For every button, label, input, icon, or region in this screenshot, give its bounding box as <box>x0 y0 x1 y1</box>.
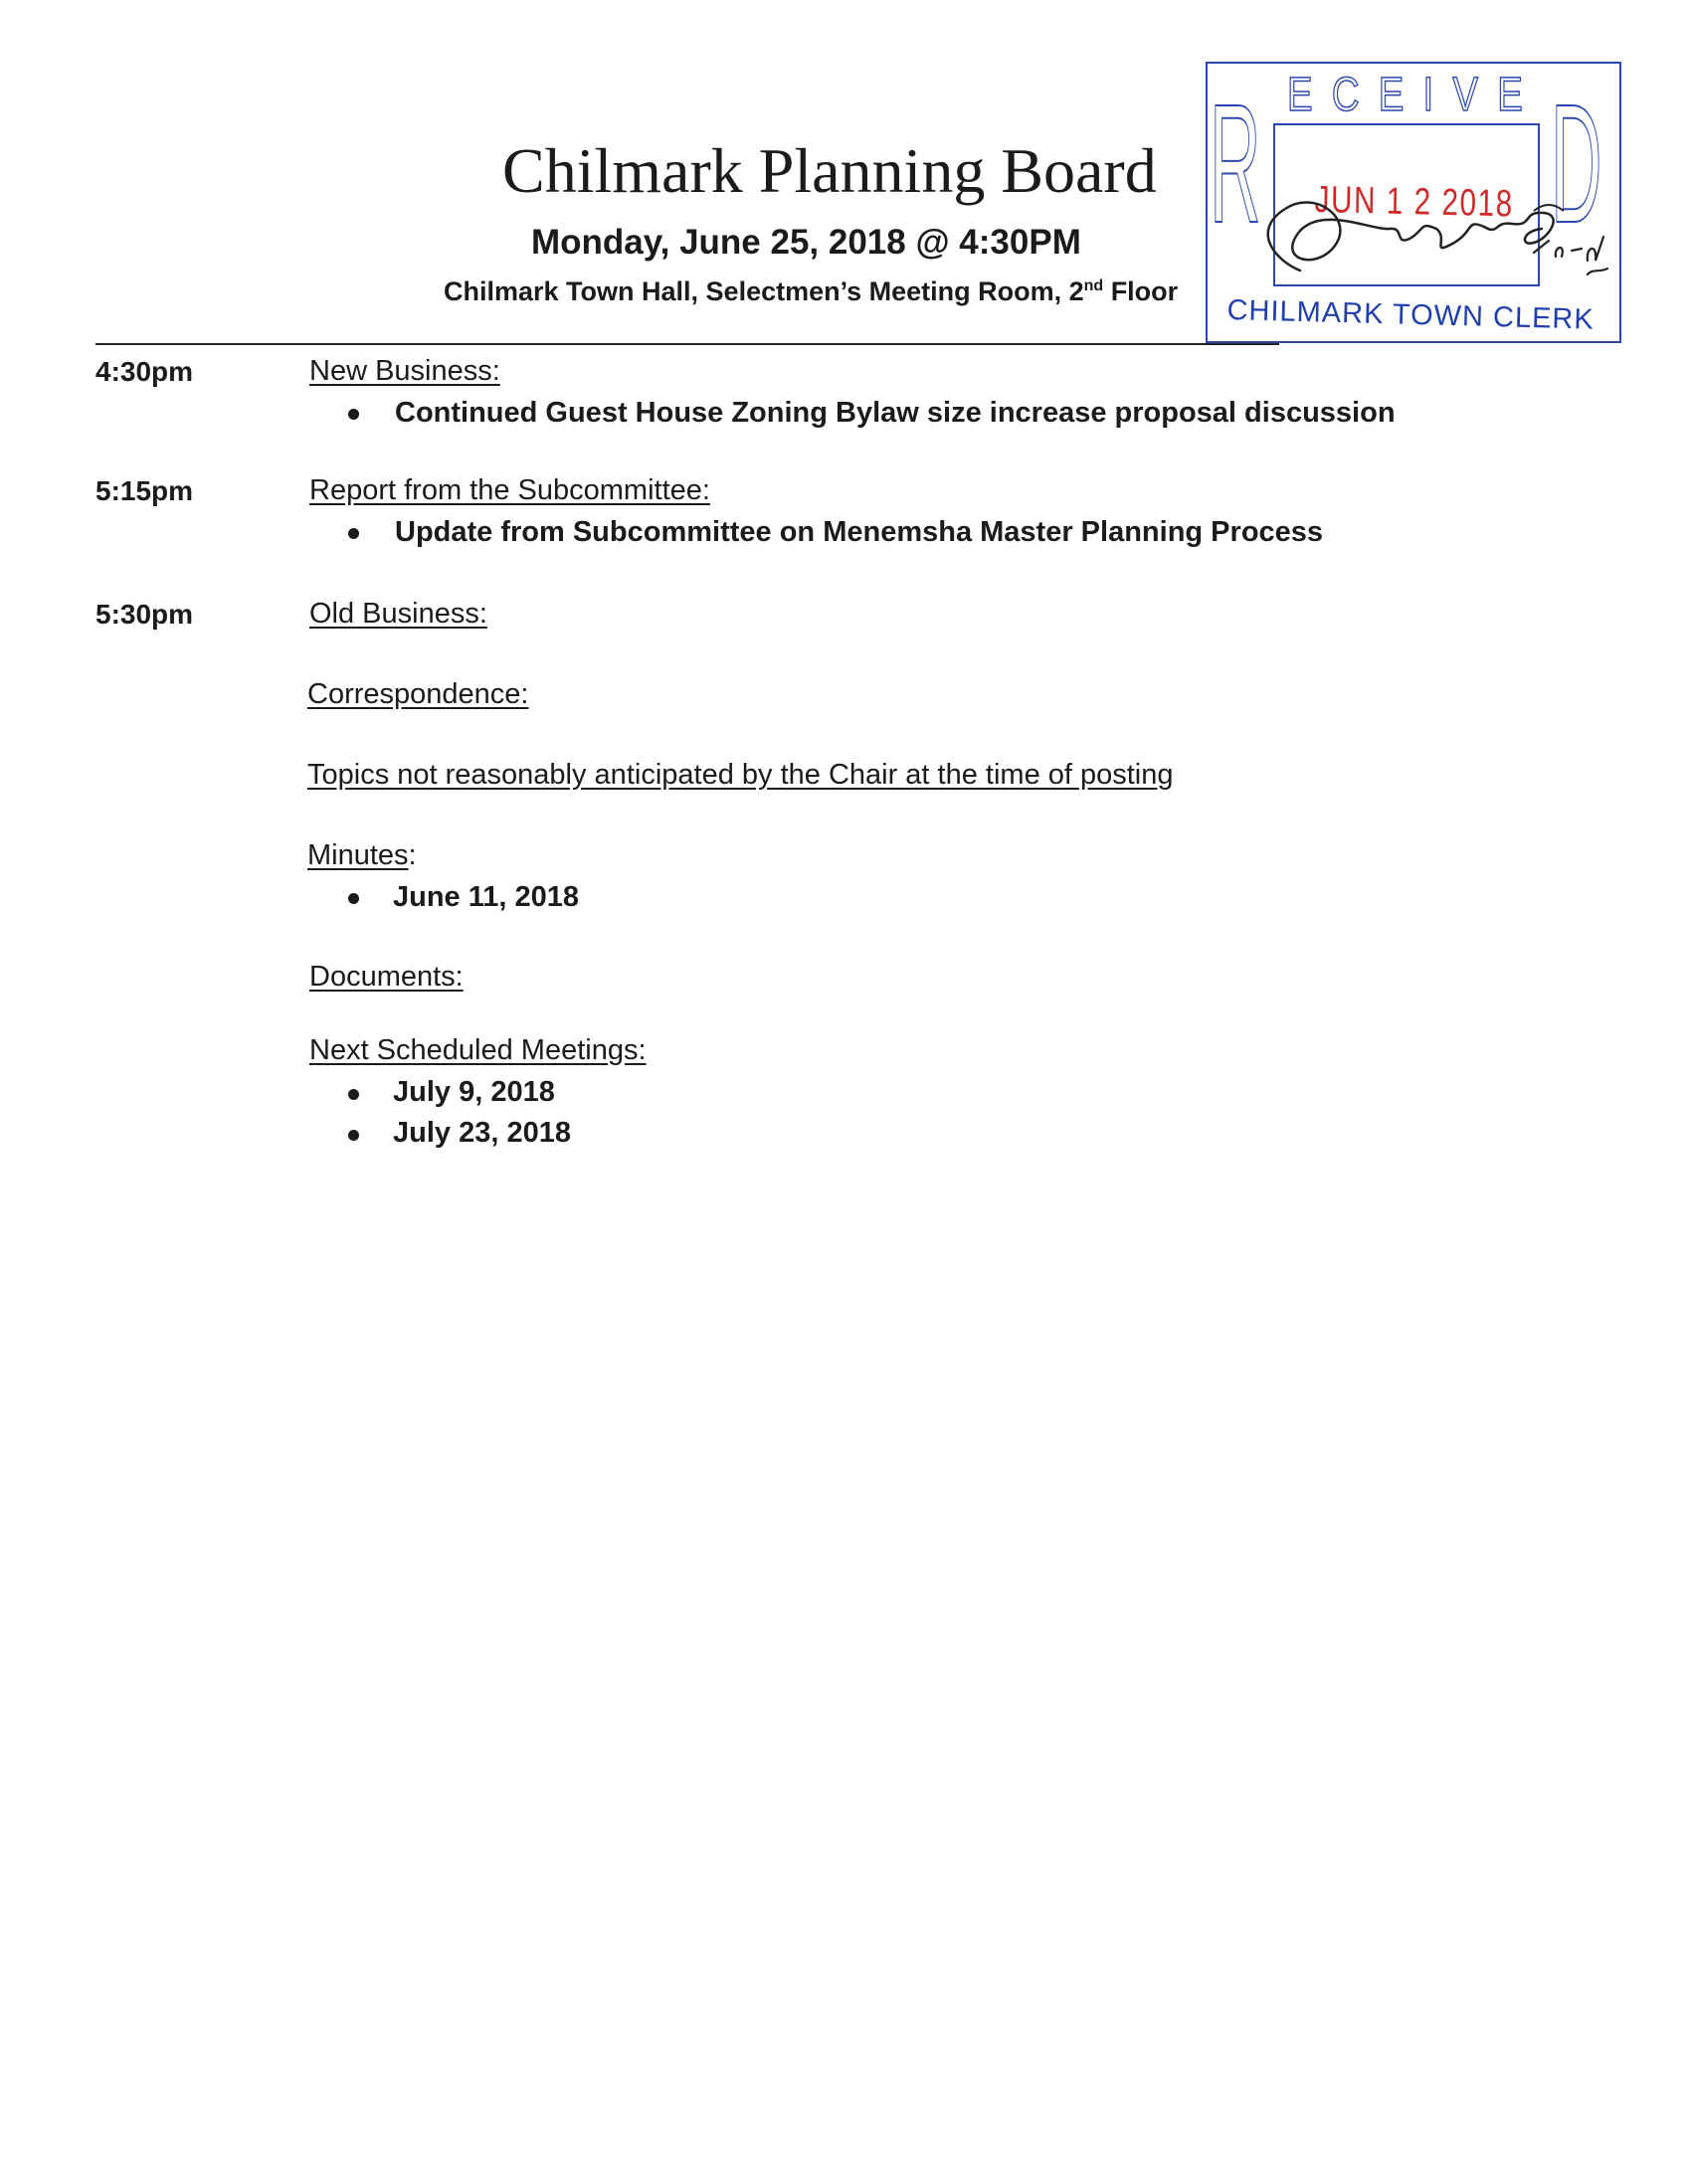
agenda-time: 5:30pm <box>95 599 194 630</box>
location-superscript: nd <box>1083 277 1104 294</box>
section-heading-minutes <box>307 839 417 872</box>
agenda-bullet: Continued Guest House Zoning Bylaw size increase proposal discussion <box>395 397 1396 429</box>
location-floor: Floor <box>1103 276 1179 306</box>
stamp-office: CHILMARK TOWN CLERK <box>1226 294 1596 336</box>
minutes-colon: : <box>408 839 417 871</box>
clerk-signature-icon <box>1206 62 1621 343</box>
stamp-letter-r: R <box>1210 70 1261 259</box>
meeting-location <box>444 276 1178 307</box>
next-meeting-date: July 23, 2018 <box>393 1117 571 1149</box>
bullet-icon <box>348 1130 359 1141</box>
header-divider <box>95 343 1279 345</box>
bullet-icon <box>348 1089 359 1100</box>
minutes-date: June 11, 2018 <box>393 881 580 913</box>
minutes-label: Minutes <box>307 839 409 871</box>
section-heading-unanticipated-topics: Topics not reasonably anticipated by the Chair at the time of posting <box>307 759 1174 791</box>
stamp-date: JUN 1 2 2018 <box>1314 179 1514 226</box>
received-stamp <box>1206 62 1621 343</box>
section-heading-subcommittee-report: Report from the Subcommittee: <box>309 474 710 506</box>
next-meeting-date: July 9, 2018 <box>393 1076 555 1108</box>
section-heading-documents: Documents: <box>309 961 464 993</box>
section-heading-new-business: New Business: <box>309 355 500 387</box>
section-heading-old-business: Old Business: <box>309 598 487 630</box>
bullet-icon <box>348 528 359 539</box>
location-text: Chilmark Town Hall, Selectmen’s Meeting Room, 2 <box>444 276 1084 306</box>
agenda-time: 5:15pm <box>95 475 194 506</box>
stamp-word-middle: ECEIVE <box>1287 69 1543 121</box>
section-heading-next-meetings: Next Scheduled Meetings: <box>309 1034 647 1066</box>
agenda-time: 4:30pm <box>95 356 194 387</box>
meeting-date: Monday, June 25, 2018 @ 4:30PM <box>531 223 1081 262</box>
bullet-icon <box>348 409 359 420</box>
bullet-icon <box>348 893 359 904</box>
page-title: Chilmark Planning Board <box>502 135 1157 206</box>
stamp-letter-d: D <box>1551 70 1602 259</box>
agenda-bullet: Update from Subcommittee on Menemsha Master Planning Process <box>395 516 1324 548</box>
section-heading-correspondence: Correspondence: <box>307 678 529 710</box>
